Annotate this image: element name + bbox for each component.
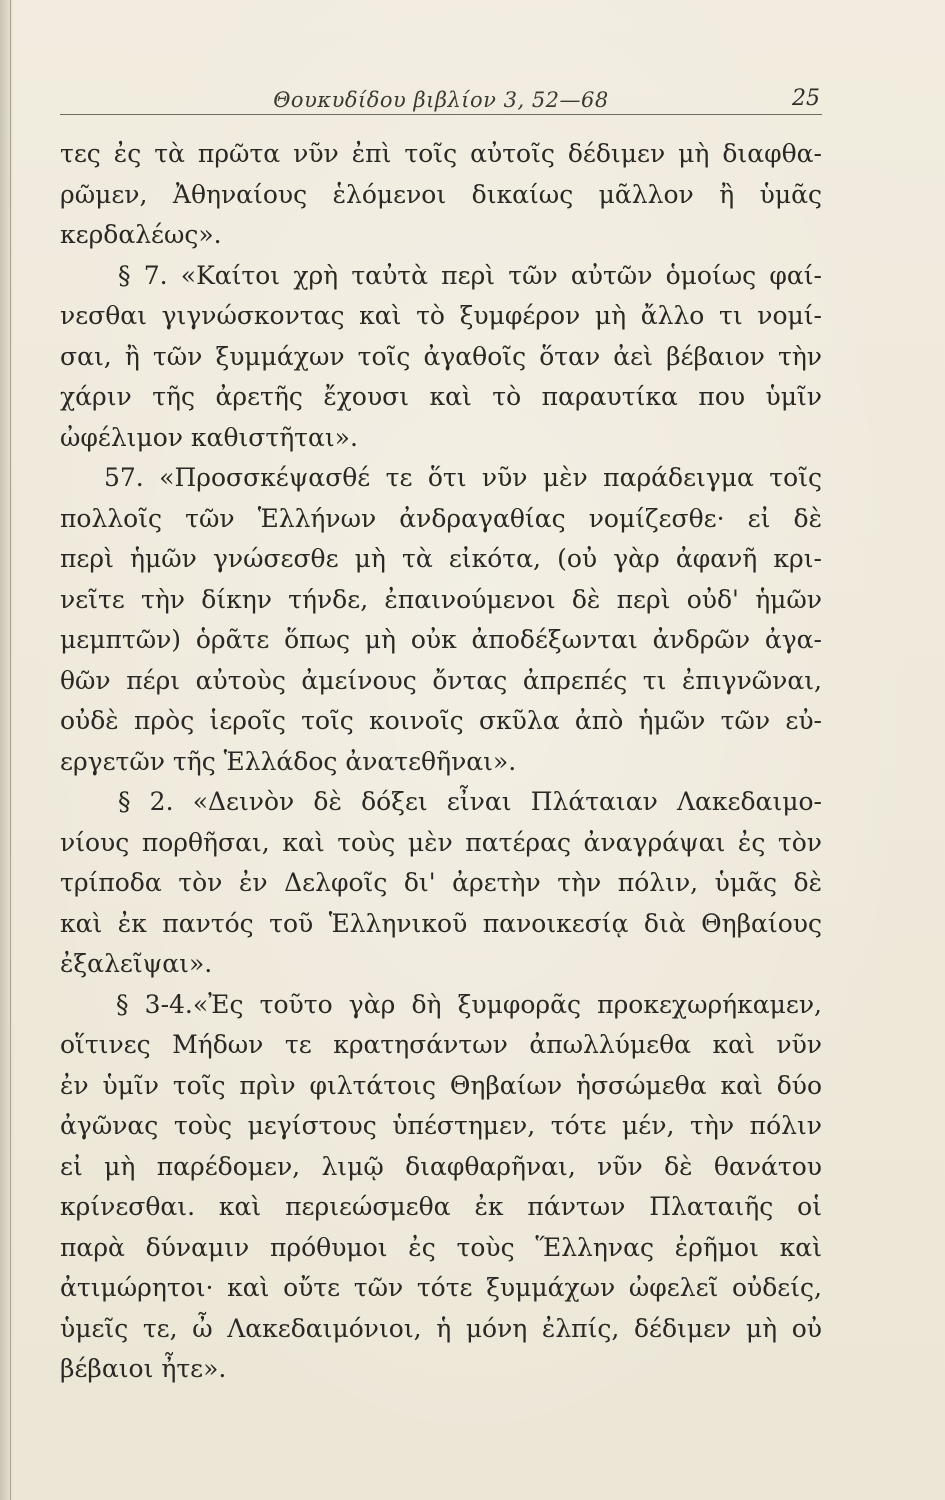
text-line: νίους πορθῆσαι, καὶ τοὺς μὲν πατέρας ἀναγράψαι ἐς τὸν [60,827,822,857]
page-spine-line [10,0,11,1500]
text-line: ρῶμεν, Ἀθηναίους ἑλόμενοι δικαίως μᾶλλον ἢ ὑμᾶς [60,179,822,209]
text-line: ὠφέλιμον καθιστῆται». [60,422,358,452]
text-line: οὐδὲ πρὸς ἱεροῖς τοῖς κοινοῖς σκῦλα ἀπὸ ἡμῶν τῶν εὐ- [60,706,822,735]
text-line: νεσθαι γιγνώσκοντας καὶ τὸ ξυμφέρον μὴ ἄλλο τι νομί- [60,301,822,330]
text-line: τρίποδα τὸν ἐν Δελφοῖς δι' ἀρετὴν τὴν πόλιν, ὑμᾶς δὲ [60,868,822,897]
text-line: § 3-4.«Ἐς τοῦτο γὰρ δὴ ξυμφορᾶς προκεχωρήκαμεν, [116,989,822,1019]
page-spine-shadow [0,0,14,1500]
text-line: κρίνεσθαι. καὶ περιεώσμεθα ἐκ πάντων Πλαταιῆς οἱ [60,1192,822,1221]
text-line: ἐξαλεῖψαι». [60,949,213,978]
text-line: σαι, ἢ τῶν ξυμμάχων τοῖς ἀγαθοῖς ὅταν ἀεὶ βέβαιον τὴν [60,341,822,371]
text-line: κερδαλέως». [60,220,222,249]
text-line: περὶ ἡμῶν γνώσεσθε μὴ τὰ εἰκότα, (οὐ γὰρ ἀφανῆ κρι- [60,544,822,573]
text-line: νεῖτε τὴν δίκην τήνδε, ἐπαινούμενοι δὲ περὶ οὐδ' ἡμῶν [60,584,822,614]
text-line: μεμπτῶν) ὁρᾶτε ὅπως μὴ οὐκ ἀποδέξωνται ἀνδρῶν ἀγα- [60,625,822,654]
text-line: πολλοῖς τῶν Ἑλλήνων ἀνδραγαθίας νομίζεσθε· εἰ δὲ [60,503,822,533]
text-line: βέβαιοι ἦτε». [60,1354,227,1383]
body-text [60,134,822,1390]
text-line: εργετῶν τῆς Ἑλλάδος ἀνατεθῆναι». [60,746,517,776]
text-line: § 2. «Δεινὸν δὲ δόξει εἶναι Πλάταιαν Λακεδαιμο- [118,787,822,816]
page-number: 25 [792,86,820,111]
text-line: ἐν ὑμῖν τοῖς πρὶν φιλτάτοις Θηβαίων ἡσσώμεθα καὶ δύο [60,1070,822,1100]
text-line: ἀτιμώρητοι· καὶ οὔτε τῶν τότε ξυμμάχων ὠφελεῖ οὐδείς, [60,1273,822,1302]
text-line: εἰ μὴ παρέδομεν, λιμῷ διαφθαρῆναι, νῦν δὲ θανάτου [60,1151,822,1181]
running-head [60,84,822,115]
text-line: ὑμεῖς τε, ὦ Λακεδαιμόνιοι, ἡ μόνη ἐλπίς, δέδιμεν μὴ οὐ [60,1313,822,1343]
running-head-title: Θουκυδίδου βιβλίον 3, 52—68 [273,88,609,112]
text-line: θῶν πέρι αὐτοὺς ἀμείνους ὄντας ἀπρεπές τι ἐπιγνῶναι, [60,665,822,695]
text-line: § 7. «Καίτοι χρὴ ταὐτὰ περὶ τῶν αὐτῶν ὁμοίως φαί- [118,260,822,290]
text-line: καὶ ἐκ παντός τοῦ Ἑλληνικοῦ πανοικεσίᾳ διὰ Θηβαίους [60,908,822,938]
text-line: χάριν τῆς ἀρετῆς ἔχουσι καὶ τὸ παραυτίκα που ὑμῖν [60,382,822,411]
text-line: παρὰ δύναμιν πρόθυμοι ἐς τοὺς Ἕλληνας ἐρῆμοι καὶ [60,1232,822,1262]
text-line: τες ἐς τὰ πρῶτα νῦν ἐπὶ τοῖς αὐτοῖς δέδιμεν μὴ διαφθα- [60,139,822,168]
text-line: ἀγῶνας τοὺς μεγίστους ὑπέστημεν, τότε μέν, τὴν πόλιν [60,1111,822,1140]
text-line: οἵτινες Μήδων τε κρατησάντων ἀπωλλύμεθα καὶ νῦν [60,1030,822,1059]
text-line: 57. «Προσσκέψασθέ τε ὅτι νῦν μὲν παράδειγμα τοῖς [104,463,822,492]
